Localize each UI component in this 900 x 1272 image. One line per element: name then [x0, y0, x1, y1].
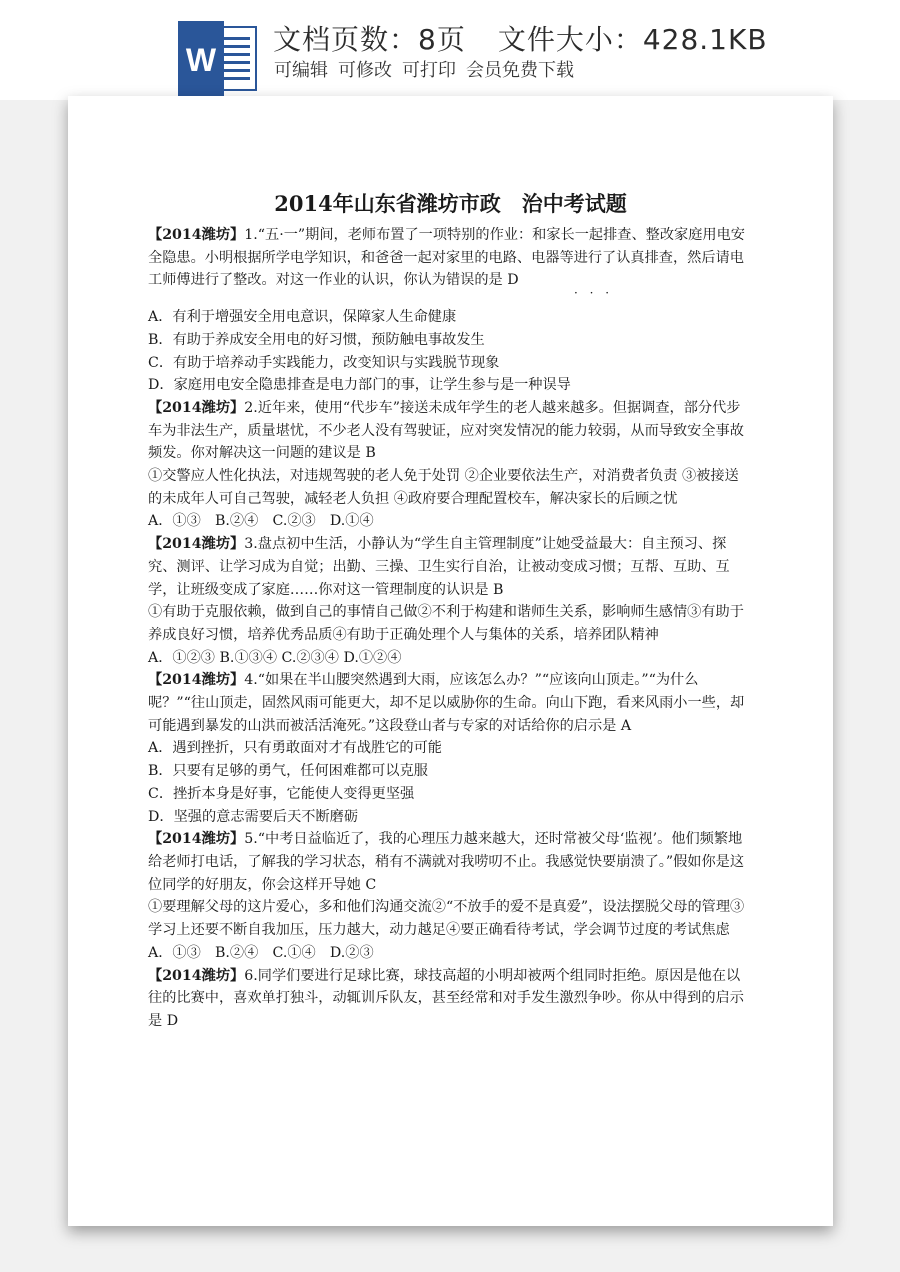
question-tag: 【2014潍坊】: [148, 967, 245, 984]
question-3: [148, 533, 752, 601]
question-stem: 6.同学们要进行足球比赛，球技高超的小明却被两个组同时拒绝。原因是他在以往的比赛中，喜欢单打独斗，动辄训斥队友，甚至经常和对手发生激烈争吵。你从中得到的启示是 D: [148, 967, 744, 1029]
option-a: A．有利于增强安全用电意识，保障家人生命健康: [148, 309, 457, 326]
question-5: [148, 828, 752, 896]
option-c: C．挫折本身是好事，它能使人变得更坚强: [148, 785, 415, 802]
feature-modifiable: 可修改: [338, 60, 392, 81]
question-tag: 【2014潍坊】: [148, 227, 245, 243]
page-count: 文档页数：8页: [273, 23, 466, 56]
statement-list: ①要理解父母的这片爱心，多和他们沟通交流②“不放手的爱不是真爱”，设法摆脱父母的管理③学习上还要不断自我加压，压力越大，动力越足④要正确看待考试，学会调节过度的考试焦虑: [148, 899, 745, 939]
option-list: A．①②③ B.①③④ C.②③④ D.①②④: [148, 649, 402, 666]
question-tag: 【2014潍坊】: [148, 536, 245, 553]
question-tag: 【2014潍坊】: [148, 831, 245, 848]
file-size: 文件大小：428.1KB: [497, 23, 768, 56]
option-b: B．有助于养成安全用电的好习惯，预防触电事故发生: [148, 331, 485, 348]
statement-list: ①交警应人性化执法，对违规驾驶的老人免于处罚 ②企业要依法生产，对消费者负责 ③被接送的未成年人可自己驾驶，减轻老人负担 ④政府要合理配置校车，解决家长的后顾之忧: [148, 468, 739, 507]
question-tag: 【2014潍坊】: [148, 672, 245, 689]
svg-text:W: W: [185, 42, 217, 78]
question-stem: 2.近年来，使用“代步车”接送未成年学生的老人越来越多。但据调查，部分代步车为非法生产，质量堪忧，不少老人没有驾驶证，应对突发情况的能力较弱，从而导致安全事故频发。你对解决这一问题的建议是 B: [148, 399, 744, 462]
document-title: 2014年山东省潍坊市政 治中考试题: [274, 191, 627, 216]
file-info: [273, 18, 768, 58]
question-6: [148, 965, 752, 1033]
emphasis-dots: · · ·: [574, 286, 614, 301]
question-1: [148, 224, 752, 292]
option-d: D．坚强的意志需要后天不断磨砺: [148, 808, 359, 825]
statement-list: ①有助于克服依赖，做到自己的事情自己做②不利于构建和谐师生关系，影响师生感情③有助于养成良好习惯，培养优秀品质④有助于正确处理个人与集体的关系，培养团队精神: [148, 604, 744, 643]
option-list: A．①③ B.②④ C.①④ D.②③: [148, 944, 374, 961]
question-2: [148, 397, 752, 465]
question-tag: 【2014潍坊】: [148, 399, 245, 416]
option-a: A．遇到挫折，只有勇敢面对才有战胜它的可能: [148, 740, 442, 757]
option-b: B．只要有足够的勇气，任何困难都可以克服: [148, 763, 428, 780]
document-body: [148, 224, 752, 1033]
feature-list: [274, 56, 584, 82]
document-page: [68, 96, 833, 1226]
feature-editable: 可编辑: [274, 60, 328, 81]
option-list: A．①③ B.②④ C.②③ D.①④: [148, 513, 374, 530]
feature-printable: 可打印: [402, 60, 456, 81]
question-stem: 4.“如果在半山腰突然遇到大雨，应该怎么办？”“应该向山顶走。”“为什么呢？”“往山顶走，固然风雨可能更大，却不足以威胁你的生命。向山下跑，看来风雨小一些，却可能遇到暴发的山洪而被活活淹死。”这段登山者与专家的对话给你的启示是 A: [148, 672, 745, 734]
option-c: C．有助于培养动手实践能力，改变知识与实践脱节现象: [148, 354, 500, 371]
option-d: D．家庭用电安全隐患排查是电力部门的事，让学生参与是一种误导: [148, 377, 571, 394]
question-stem: 3.盘点初中生活，小静认为“学生自主管理制度”让她受益最大：自主预习、探究、测评、让学习成为自觉；出勤、三操、卫生实行自治，让被动变成习惯；互帮、互助、互学，让班级变成了家庭……你对这一管理制度的认识是 B: [148, 536, 730, 598]
question-stem: 1.“五·一”期间，老师布置了一项特别的作业：和家长一起排查、整改家庭用电安全隐患。小明根据所学电学知识，和爸爸一起对家里的电路、电器等进行了认真排查，然后请电工师傅进行了整改。对这一作业的认识，你认为错误的是 D: [148, 227, 745, 289]
feature-member-download: 会员免费下载: [466, 60, 574, 81]
word-document-icon: [178, 21, 258, 96]
question-stem: 5.“中考日益临近了，我的心理压力越来越大，还时常被父母‘监视’。他们频繁地给老师打电话，了解我的学习状态，稍有不满就对我唠叨不止。我感觉快要崩溃了。”假如你是这位同学的好朋友，你会这样开导她 C: [148, 831, 745, 893]
question-4: [148, 669, 752, 737]
download-banner: [0, 0, 900, 100]
